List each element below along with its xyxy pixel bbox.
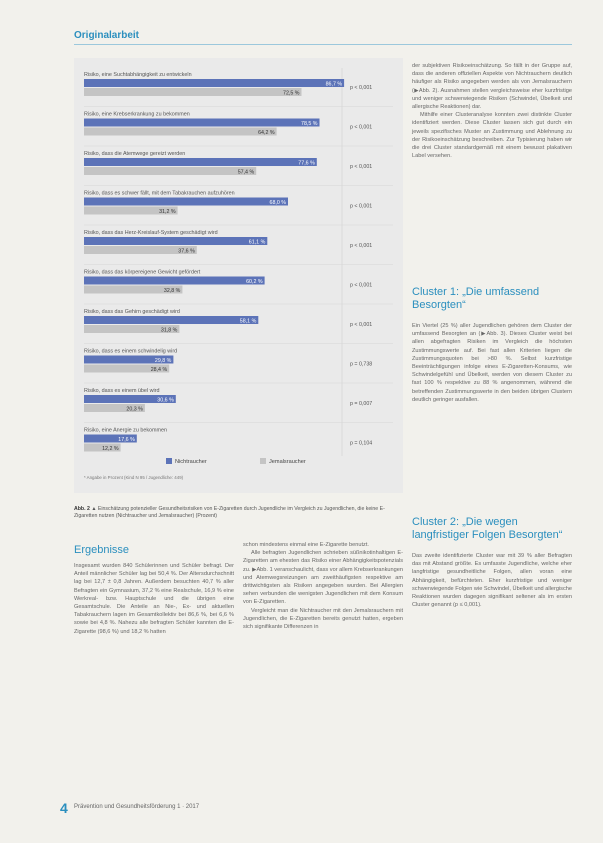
bar-nichtraucher [84,198,288,206]
data-label-nichtraucher: 86,7 % [325,81,343,88]
header-rule [74,44,572,45]
paragraph: Vergleicht man die Nichtraucher mit den Jemalsrauchern mit Jugendlichen, die E-Zigaretten bereits genutzt hatten, ergeben sich signifikante Differenzen in [243,607,403,631]
paragraph: schon mindestens einmal eine E-Zigarette benutzt. [243,542,369,548]
data-label-jemalsraucher: 32,8 % [163,287,181,294]
bar-nichtraucher [84,79,344,87]
p-value: p < 0,001 [350,124,373,131]
p-value: p < 0,001 [350,243,373,249]
bar-nichtraucher [84,158,317,166]
data-label-nichtraucher: 77,6 % [298,160,315,167]
page-number: 4 [60,800,68,816]
data-label-nichtraucher: 68,0 % [269,199,286,206]
p-value: p = 0,104 [350,440,373,447]
data-label-jemalsraucher: 72,5 % [283,90,300,97]
text-right-column [412,62,572,160]
p-value: p < 0,001 [350,282,373,289]
data-label-jemalsraucher: 57,4 % [237,169,255,176]
heading-ergebnisse: Ergebnisse [74,544,130,556]
figure-caption [74,506,404,520]
p-value: p < 0,001 [350,322,373,328]
paragraph: Das zweite identifizierte Cluster war mit 39 % aller Befragten das mit Abstand größte. Es umfasste Jugendliche, welche eher langfristige gesundheitliche Folgen, allen voran eine Abhängigkeit, befürchteten. Eher kurzfristige und weniger schwerwiegende Folgen wie Schwindel, Übelkeit und allergische Reaktionen wurden dagegen signifikant seltener als im ersten Cluster genannt (p ≤ 0,001). [412,553,572,609]
data-label-nichtraucher: 61,1 % [248,239,266,246]
paragraph: Ein Viertel (25 %) aller Jugendlichen gehören dem Cluster der umfassend Besorgten an (▶Abb. 3). Dieses Cluster weist bei allen abgefragten Risiken im Vergleich die höchsten Zustimmungswerte auf. Bei fast allen Kriterien liegen die Zustimmungsquoten bei >80 %. Selbst kurzfristige Beeinträchtigungen infolge eines E-Zigaretten-Konsums, wie Schwindelgefühl und Übelkeit, werden von diesem Cluster zu fast 100 % respektive zu 88 % angenommen, während die betreffenden Zustimmungswerte in den beiden übrigen Clustern deutlich geringer ausfallen. [412,323,572,403]
chart-note: * Angabe in Prozent (Kind N 95 / Jugendliche: 449) [84,475,184,480]
bar-nichtraucher [84,277,265,285]
p-value: p = 0,007 [350,401,373,407]
data-label-jemalsraucher: 37,6 % [178,248,195,255]
category-label: Risiko, dass das Herz-Kreislauf-System geschädigt wird [84,230,218,236]
bar-nichtraucher [84,119,320,127]
data-label-nichtraucher: 58,1 % [239,318,257,325]
category-label: Risiko, dass das Gehirn geschädigt wird [84,309,180,315]
data-label-nichtraucher: 17,6 % [118,436,135,443]
text-cluster-1 [412,322,572,404]
bar-nichtraucher [84,316,258,324]
category-label: Risiko, eine Anergie zu bekommen [84,427,167,434]
text-middle-column [243,541,403,631]
legend-label-nichtraucher: Nichtraucher [175,459,207,465]
category-label: Risiko, dass es einem schwindelig wird [84,348,178,355]
paragraph: Mithilfe einer Clusteranalyse konnten zwei distinkte Cluster identifiziert werden. Diese Cluster lassen sich gut durch ein jeweils spezifisches Muster an Zustimmung und Ablehnung zu der Risikoeinschätzung beschreiben. Zur Typisierung haben wir die drei Cluster standardgemäß mit einem bewusst plakativen Label versehen. [412,112,572,160]
data-label-jemalsraucher: 20,3 % [126,406,143,413]
legend-label-jemalsraucher: Jemalsraucher [269,459,306,465]
p-value: p < 0,001 [350,203,373,210]
p-value: p = 0,738 [350,361,373,368]
figure-chart [74,58,403,493]
journal-footer: Prävention und Gesundheitsförderung 1 · 2017 [74,804,200,810]
data-label-jemalsraucher: 31,2 % [159,208,176,215]
paragraph: Insgesamt wurden 840 Schülerinnen und Schüler befragt. Der Anteil männlicher Schüler lag bei 50,4 %. Der Altersdurchschnitt lag bei 12,7 ± 0,8 Jahren. Außerdem besuchten 40,7 % aller Befragten ein Gymnasium, 37,2 % eine Realschule, 16,9 % eine Werkreal- bzw. Hauptschule und die übrigen eine Gesamtschule. Die Anteile an Nie-, Ex- und aktuellen Tabakrauchern lagen im Gesamtkollektiv bei 86,6 %, bei 6,6 % sowie bei 4,8 %. Nahezu alle befragten Schüler kannten die E-Zigarette (98,6 %) und 18,2 % hatten [74,563,234,635]
figure-caption-text: ▲ Einschätzung potenzieller Gesundheitsrisiken von E-Zigaretten durch Jugendliche im Vergleich zu Jugendlichen, die keine E-Zigaretten nutzen (Nichtraucher und Jemalsraucher) (Prozent) [74,506,385,519]
data-label-nichtraucher: 78,5 % [301,120,318,127]
heading-cluster-2: Cluster 2: „Die wegen langfristiger Folgen Besorgten“ [412,516,563,541]
text-ergebnisse [74,562,234,636]
legend-swatch-jemalsraucher [260,458,266,464]
data-label-jemalsraucher: 12,2 % [102,445,119,452]
bar-jemalsraucher [84,167,256,175]
category-label: Risiko, eine Suchtabhängigkeit zu entwickeln [84,72,192,78]
data-label-nichtraucher: 30,6 % [157,397,174,404]
figure-caption-label: Abb. 2 [74,506,90,512]
text-cluster-2 [412,552,572,609]
legend-swatch-nichtraucher [166,458,172,464]
data-label-nichtraucher: 60,2 % [246,278,263,285]
category-label: Risiko, dass das körpereigene Gewicht gefördert [84,269,201,276]
section-header: Originalarbeit [74,30,140,41]
heading-cluster-1: Cluster 1: „Die umfassend Besorgten“ [412,286,540,311]
data-label-nichtraucher: 29,8 % [154,357,172,364]
bar-chart [74,58,403,493]
data-label-jemalsraucher: 28,4 % [150,366,168,373]
bar-jemalsraucher [84,88,302,96]
bar-jemalsraucher [84,128,277,136]
category-label: Risiko, dass es einem übel wird [84,388,160,394]
paragraph: Alle befragten Jugendlichen schrieben süßnikotinhaltigen E-Zigaretten am ehesten das Risiko einer Abhängigkeitspotenzials zu. ▶Abb. 1 veranschaulicht, dass vor allem Krebserkrankungen und Atemwegsreizungen am zweithäufigsten respektive am drittwichtigsten als Risiken angegeben wurden. Bei Allergien sehen verbunden die wenigsten Jugendlichen mit dem Konsum von E-Zigaretten. [243,550,403,606]
data-label-jemalsraucher: 64,2 % [258,129,275,136]
bar-nichtraucher [84,237,267,245]
category-label: Risiko, dass die Atemwege gereizt werden [84,151,186,157]
category-label: Risiko, eine Krebserkrankung zu bekommen [84,111,190,118]
data-label-jemalsraucher: 31,8 % [160,327,178,334]
p-value: p < 0,001 [350,85,373,91]
paragraph: der subjektiven Risikoeinschätzung. So fällt in der Gruppe auf, dass die anderen offiziellen Aspekte von Nichtrauchern deutlich häufiger als Risiko angegeben werden als von Jemalsrauchern (▶Abb. 2). Ausnahmen stellen vergleichsweise eher kurzfristige und weniger schwerwiegende Risiken (Schwindel, Übelkeit und allergische Reaktionen) dar. [412,63,572,111]
p-value: p < 0,001 [350,164,373,170]
category-label: Risiko, dass es schwer fällt, mit dem Tabakrauchen aufzuhören [84,190,235,197]
